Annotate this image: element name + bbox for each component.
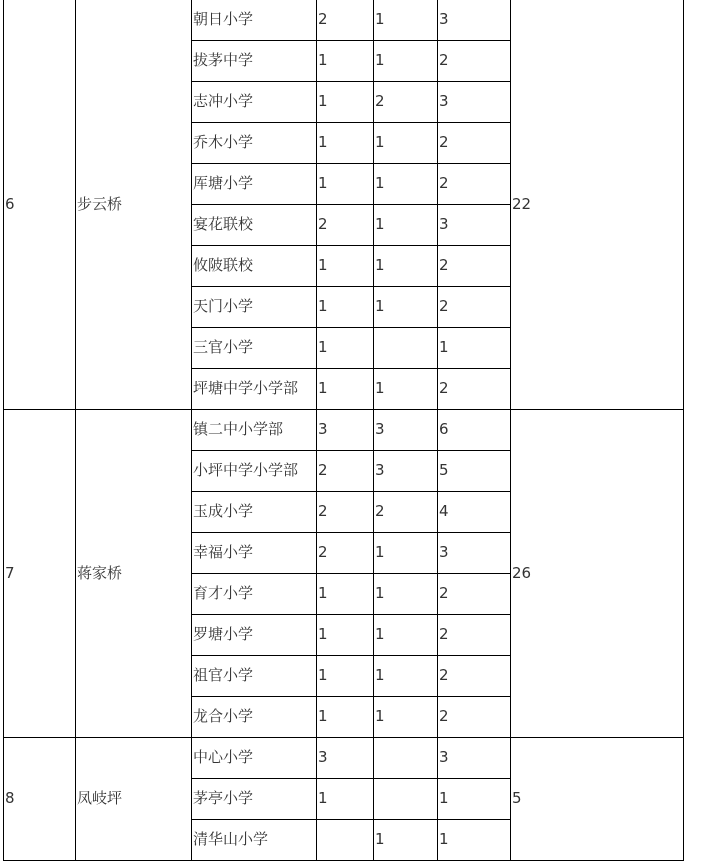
school-name-cell: 坪塘中学小学部 (193, 379, 299, 397)
school-name-cell: 三官小学 (193, 338, 254, 356)
count-a-cell: 2 (318, 10, 328, 28)
row-divider (191, 327, 511, 328)
school-name-cell: 祖官小学 (193, 666, 254, 684)
count-b-cell (375, 327, 437, 368)
count-b-cell: 3 (375, 420, 385, 438)
count-b-cell: 1 (375, 625, 385, 643)
count-c-cell: 2 (439, 707, 449, 725)
school-name-cell: 宴花联校 (193, 215, 254, 233)
count-c-cell: 3 (439, 92, 449, 110)
row-divider (191, 81, 511, 82)
school-name-cell: 清华山小学 (193, 830, 269, 848)
town-name-cell: 凤岐坪 (77, 789, 123, 807)
school-name-cell: 镇二中小学部 (193, 420, 284, 438)
row-divider (191, 532, 511, 533)
count-a-cell: 2 (318, 543, 328, 561)
count-c-cell: 2 (439, 174, 449, 192)
column-divider-3 (316, 0, 317, 861)
row-divider (191, 286, 511, 287)
count-a-cell: 1 (318, 92, 328, 110)
count-c-cell: 2 (439, 584, 449, 602)
count-c-cell: 1 (439, 338, 449, 356)
count-c-cell: 1 (439, 789, 449, 807)
school-name-cell: 厍塘小学 (193, 174, 254, 192)
school-name-cell: 小坪中学小学部 (193, 461, 299, 479)
group-total-cell: 5 (512, 789, 522, 807)
count-a-cell: 1 (318, 133, 328, 151)
count-b-cell (375, 737, 437, 778)
table-bottom-border (3, 860, 684, 861)
count-b-cell: 1 (375, 256, 385, 274)
count-a-cell: 1 (318, 666, 328, 684)
school-name-cell: 志冲小学 (193, 92, 254, 110)
school-name-cell: 罗塘小学 (193, 625, 254, 643)
count-a-cell: 1 (318, 379, 328, 397)
column-divider-6 (510, 0, 511, 861)
row-divider (191, 163, 511, 164)
count-a-cell: 1 (318, 297, 328, 315)
row-divider (191, 778, 511, 779)
school-name-cell: 攸陂联校 (193, 256, 254, 274)
count-b-cell: 1 (375, 707, 385, 725)
school-name-cell: 育才小学 (193, 584, 254, 602)
school-name-cell: 拔茅中学 (193, 51, 254, 69)
count-b-cell: 3 (375, 461, 385, 479)
count-c-cell: 5 (439, 461, 449, 479)
town-name-cell: 步云桥 (77, 194, 123, 213)
group-divider (3, 737, 684, 738)
count-a-cell (318, 819, 373, 860)
school-name-cell: 乔木小学 (193, 133, 254, 151)
count-a-cell: 2 (318, 502, 328, 520)
count-b-cell (375, 778, 437, 819)
school-name-cell: 玉成小学 (193, 502, 254, 520)
count-b-cell: 1 (375, 543, 385, 561)
count-c-cell: 3 (439, 10, 449, 28)
count-c-cell: 2 (439, 625, 449, 643)
count-b-cell: 1 (375, 584, 385, 602)
group-total-cell: 26 (512, 563, 532, 582)
count-b-cell: 1 (375, 666, 385, 684)
count-b-cell: 1 (375, 297, 385, 315)
count-c-cell: 2 (439, 133, 449, 151)
school-name-cell: 天门小学 (193, 297, 254, 315)
group-divider (3, 409, 684, 410)
count-b-cell: 1 (375, 174, 385, 192)
row-divider (191, 40, 511, 41)
count-c-cell: 3 (439, 748, 449, 766)
count-a-cell: 1 (318, 338, 328, 356)
row-divider (191, 368, 511, 369)
count-c-cell: 2 (439, 256, 449, 274)
count-b-cell: 1 (375, 215, 385, 233)
row-divider (191, 655, 511, 656)
group-number-cell: 6 (5, 194, 15, 213)
count-b-cell: 1 (375, 379, 385, 397)
row-divider (191, 573, 511, 574)
count-a-cell: 1 (318, 625, 328, 643)
row-divider (191, 614, 511, 615)
column-divider-5 (437, 0, 438, 861)
count-c-cell: 2 (439, 297, 449, 315)
school-name-cell: 朝日小学 (193, 10, 254, 28)
column-divider-0 (3, 0, 4, 861)
count-c-cell: 4 (439, 502, 449, 520)
count-a-cell: 1 (318, 51, 328, 69)
count-b-cell: 2 (375, 92, 385, 110)
row-divider (191, 245, 511, 246)
town-name-cell: 蒋家桥 (77, 563, 123, 582)
row-divider (191, 450, 511, 451)
count-c-cell: 2 (439, 666, 449, 684)
school-name-cell: 茅亭小学 (193, 789, 254, 807)
count-c-cell: 1 (439, 830, 449, 848)
school-name-cell: 幸福小学 (193, 543, 254, 561)
group-number-cell: 8 (5, 789, 15, 807)
row-divider (191, 696, 511, 697)
count-a-cell: 1 (318, 174, 328, 192)
row-divider (191, 122, 511, 123)
count-c-cell: 2 (439, 51, 449, 69)
column-divider-1 (75, 0, 76, 861)
group-number-cell: 7 (5, 563, 15, 582)
row-divider (191, 819, 511, 820)
count-a-cell: 1 (318, 789, 328, 807)
column-divider-2 (191, 0, 192, 861)
count-b-cell: 1 (375, 10, 385, 28)
count-c-cell: 6 (439, 420, 449, 438)
group-total-cell: 22 (512, 194, 532, 213)
count-a-cell: 3 (318, 420, 328, 438)
count-a-cell: 1 (318, 584, 328, 602)
row-divider (191, 204, 511, 205)
count-a-cell: 2 (318, 215, 328, 233)
count-a-cell: 1 (318, 707, 328, 725)
count-b-cell: 1 (375, 133, 385, 151)
column-divider-4 (373, 0, 374, 861)
count-a-cell: 1 (318, 256, 328, 274)
school-name-cell: 龙合小学 (193, 707, 254, 725)
count-a-cell: 2 (318, 461, 328, 479)
count-a-cell: 3 (318, 748, 328, 766)
count-c-cell: 2 (439, 379, 449, 397)
count-b-cell: 1 (375, 51, 385, 69)
count-b-cell: 1 (375, 830, 385, 848)
row-divider (191, 491, 511, 492)
school-name-cell: 中心小学 (193, 748, 254, 766)
count-c-cell: 3 (439, 543, 449, 561)
count-c-cell: 3 (439, 215, 449, 233)
count-b-cell: 2 (375, 502, 385, 520)
column-divider-7 (683, 0, 684, 861)
